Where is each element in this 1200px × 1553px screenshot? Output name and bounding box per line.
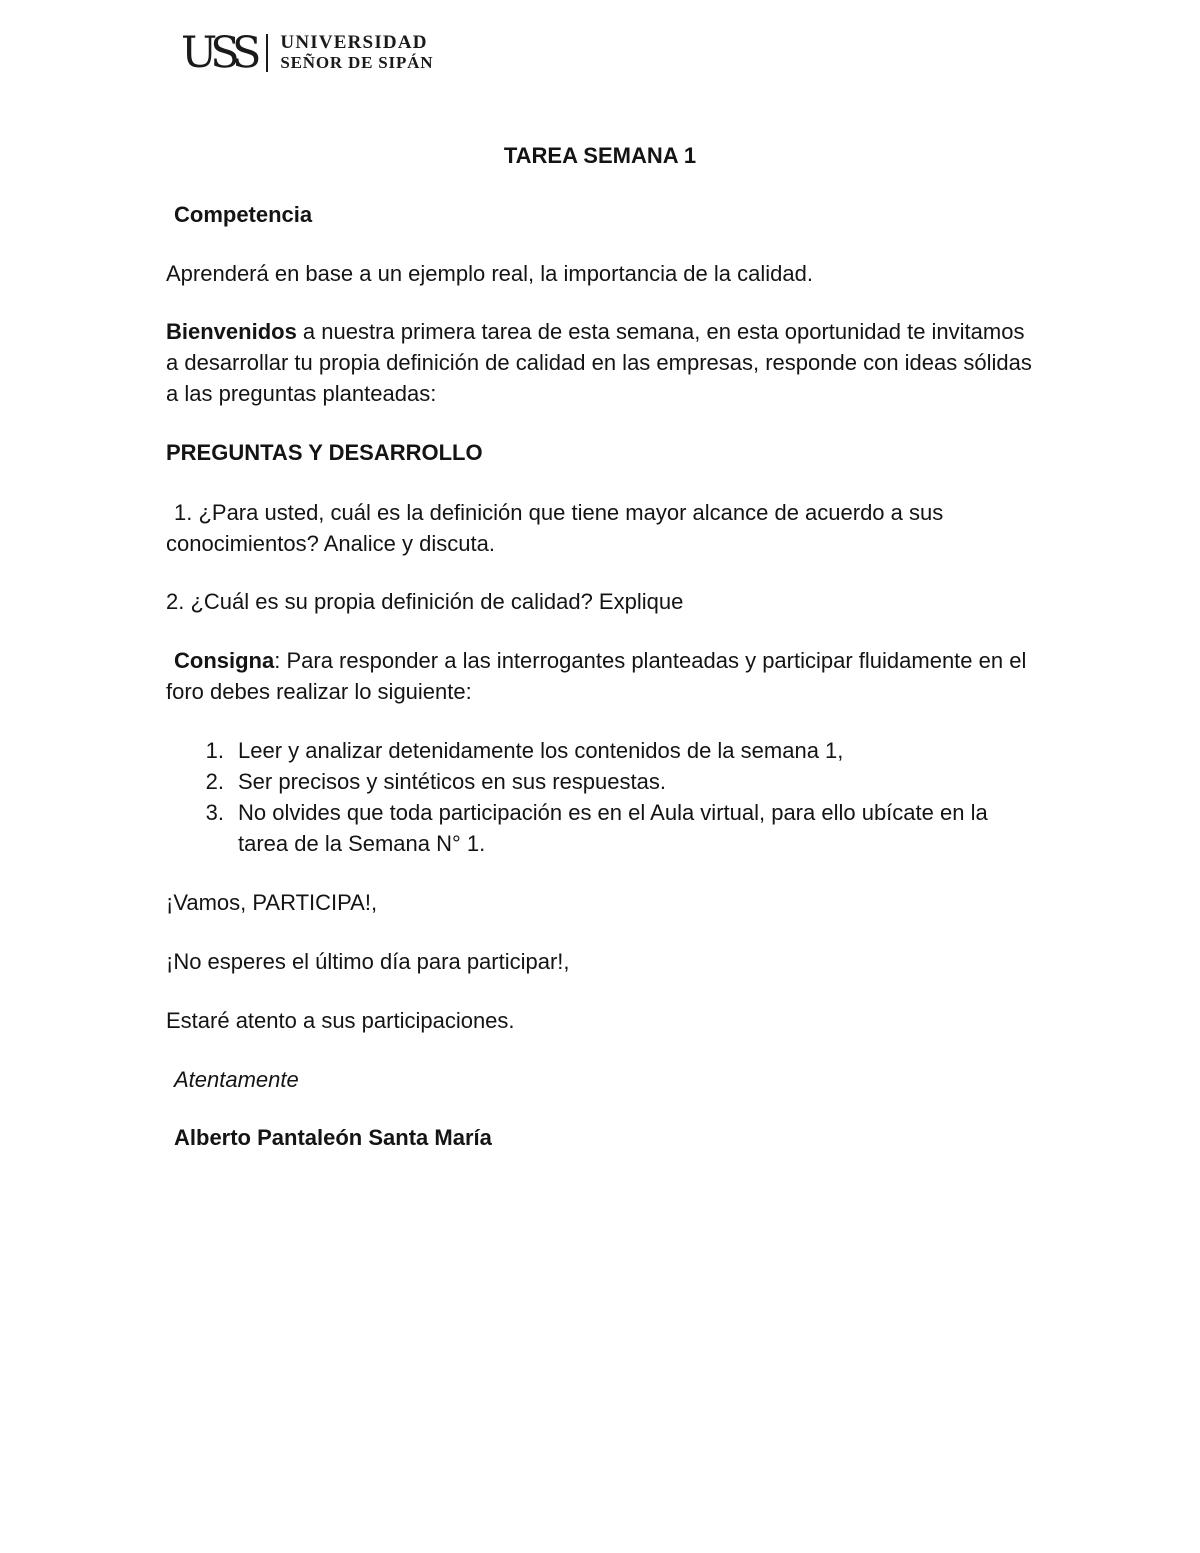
question-2: 2. ¿Cuál es su propia definición de calidad? Explique: [166, 589, 684, 614]
signature-name: Alberto Pantaleón Santa María: [174, 1125, 492, 1150]
closing-2: ¡No esperes el último día para participar!,: [166, 949, 570, 974]
logo-university-subname: SEÑOR DE SIPÁN: [280, 53, 434, 72]
list-item-number: 1.: [205, 738, 224, 763]
list-item-text: Leer y analizar detenidamente los contenidos de la semana 1,: [238, 738, 844, 763]
competencia-heading: Competencia: [174, 202, 313, 227]
list-item-text-continuation: tarea de la Semana N° 1.: [238, 831, 486, 856]
logo-divider: [266, 34, 268, 72]
question-1-line-2: conocimientos? Analice y discuta.: [166, 531, 495, 556]
consigna-bold: Consigna: [174, 648, 275, 673]
welcome-line-1-rest: a nuestra primera tarea de esta semana, en esta oportunidad te invitamos: [296, 319, 1025, 344]
list-item-number: 2.: [205, 769, 224, 794]
closing-3: Estaré atento a sus participaciones.: [166, 1008, 515, 1033]
list-item-text: Ser precisos y sintéticos en sus respuestas.: [238, 769, 666, 794]
welcome-line-1: [166, 316, 1090, 347]
consigna-line-2: foro debes realizar lo siguiente:: [166, 679, 472, 704]
competencia-text: Aprenderá en base a un ejemplo real, la importancia de la calidad.: [166, 261, 813, 286]
question-1-line-1: 1. ¿Para usted, cuál es la definición que tiene mayor alcance de acuerdo a sus: [174, 500, 944, 525]
welcome-line-2: a desarrollar tu propia definición de calidad en las empresas, responde con ideas sólidas: [166, 350, 1032, 375]
logo-university-name: UNIVERSIDAD: [280, 32, 428, 53]
list-item-text: No olvides que toda participación es en el Aula virtual, para ello ubícate en la: [238, 800, 988, 825]
page-title: TAREA SEMANA 1: [503, 143, 697, 168]
consigna-line-1-rest: : Para responder a las interrogantes planteadas y participar fluidamente en el: [274, 648, 1027, 673]
consigna-line-1: [174, 645, 1090, 676]
university-logo: [181, 30, 433, 76]
closing-1: ¡Vamos, PARTICIPA!,: [166, 890, 378, 915]
uss-logo-mark: USS: [181, 28, 255, 78]
signoff: Atentamente: [174, 1067, 299, 1092]
logo-text: [280, 33, 433, 73]
welcome-line-3: a las preguntas planteadas:: [166, 381, 437, 406]
list-item-number: 3.: [205, 800, 224, 825]
welcome-bold: Bienvenidos: [166, 319, 297, 344]
questions-heading: PREGUNTAS Y DESARROLLO: [166, 440, 483, 465]
